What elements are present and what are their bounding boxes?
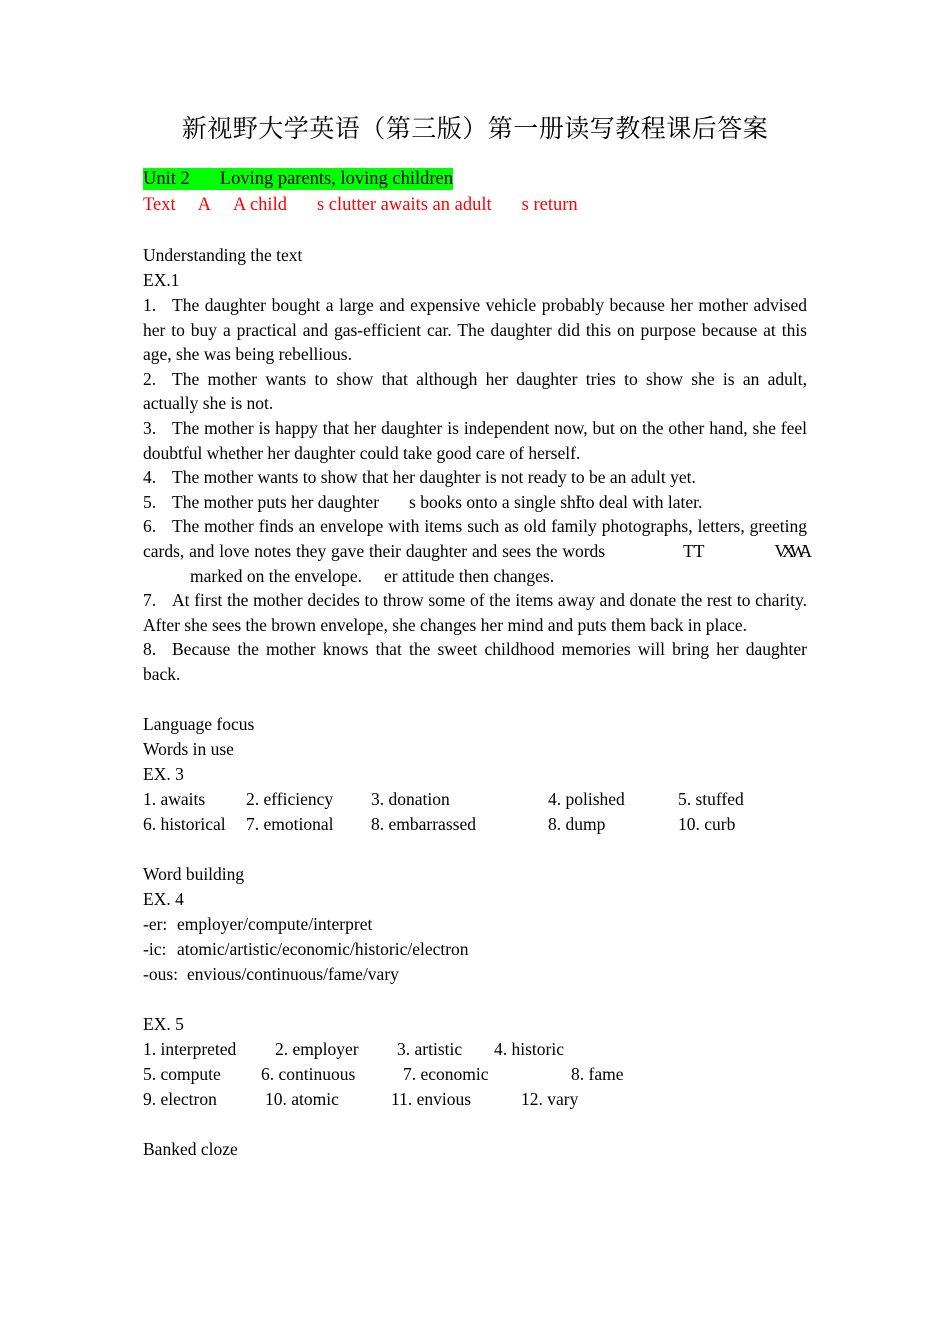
item-number: 1. [143, 295, 157, 315]
answer-item [143, 293, 807, 367]
answer-cell: 1. awaits [143, 788, 206, 809]
spacer-1 [143, 218, 807, 243]
text-prefix: Text [143, 195, 176, 215]
suffix-label: -ic: [143, 938, 167, 959]
exercise-label-ex3: EX. 3 [143, 763, 184, 784]
answer-cell: 8. dump [548, 813, 606, 834]
unit-name: Loving parents, loving children [219, 169, 454, 189]
item-text-part-d: to deal with later. [576, 491, 703, 512]
answer-cell: 6. historical [143, 813, 226, 834]
section-heading-understanding: Understanding the text [143, 245, 303, 265]
item-text: The daughter bought a large and expensive vehicle probably because her mother advised her to buy a practical and gas-efficient car. The daughter did this on purpose because at this age, she was being rebellious. [143, 295, 807, 365]
answer-item [143, 367, 807, 416]
answer-row [143, 787, 807, 812]
item-text-part-c: er [384, 565, 398, 586]
item-text-glyph-artifact: lf [575, 491, 577, 512]
item-text: The mother wants to show that her daughter is not ready to be an adult yet. [172, 467, 696, 488]
spacer-2 [143, 687, 807, 712]
subsection-heading-words-in-use: Words in use [143, 738, 234, 759]
answer-cell: 8. embarrassed [371, 813, 476, 834]
item-glyph-b: VXWA [774, 540, 807, 561]
answer-row [143, 1087, 807, 1112]
answer-item [143, 637, 807, 686]
document-content [143, 0, 807, 1162]
text-part2: s clutter awaits an adult [316, 195, 492, 215]
unit-heading [143, 167, 807, 192]
item-text: Because the mother knows that the sweet childhood memories will bring her daughter back. [143, 639, 807, 684]
item-number: 4. [143, 467, 157, 488]
spacer-5 [143, 1112, 807, 1137]
item-number: 8. [143, 639, 157, 660]
word-building-row [143, 962, 807, 987]
answer-cell: 7. economic [403, 1063, 489, 1084]
spacer-4 [143, 987, 807, 1012]
suffix-label: -er: [143, 913, 168, 934]
answer-cell: 6. continuous [261, 1063, 356, 1084]
text-heading [143, 193, 807, 218]
answer-item [143, 465, 807, 490]
answer-item [143, 588, 807, 637]
exercise-label-ex1: EX.1 [143, 270, 180, 290]
answer-cell: 2. employer [275, 1038, 359, 1059]
item-number: 2. [143, 368, 157, 389]
answer-cell: 2. efficiency [246, 788, 334, 809]
answer-cell: 10. curb [678, 813, 736, 834]
answer-cell: 8. fame [571, 1063, 624, 1084]
word-building-row [143, 912, 807, 937]
item-text-part-d: attitude then changes. [402, 565, 555, 586]
answer-row [143, 1037, 807, 1062]
item-text-part-b: s books onto a single sh [409, 491, 576, 512]
answer-item [143, 514, 807, 588]
answer-cell: 4. polished [548, 788, 625, 809]
answer-cell: 3. donation [371, 788, 450, 809]
answer-cell: 4. historic [494, 1038, 564, 1059]
answer-cell: 10. atomic [265, 1088, 339, 1109]
item-number: 5. [143, 491, 157, 512]
text-part3: s return [521, 195, 578, 215]
item-text-part-b: marked on the envelope. [190, 565, 363, 586]
item-number: 3. [143, 417, 157, 438]
word-building-row [143, 937, 807, 962]
item-text-part-a: The mother finds an envelope with items such as old family photographs, letters, greeting cards, and love notes they gave their daughter and sees the words [143, 516, 807, 561]
section-heading-banked-cloze: Banked cloze [143, 1138, 238, 1159]
text-letter: A [197, 195, 211, 215]
item-number: 6. [143, 516, 157, 537]
page-title: 新视野大学英语（第三版）第一册读写教程课后答案 [181, 114, 769, 143]
answer-cell: 7. emotional [246, 813, 334, 834]
answer-cell: 5. compute [143, 1063, 221, 1084]
section-heading-word-building: Word building [143, 863, 245, 884]
exercise-label-ex4: EX. 4 [143, 888, 184, 909]
answer-cell: 9. electron [143, 1088, 217, 1109]
suffix-words: atomic/artistic/economic/historic/electron [177, 938, 469, 959]
answer-item [143, 416, 807, 465]
suffix-words: employer/compute/interpret [177, 913, 373, 934]
item-text: At first the mother decides to throw some of the items away and donate the rest to charity. After she sees the brown envelope, she changes her mind and puts them back in place. [143, 590, 807, 635]
answer-cell: 3. artistic [397, 1038, 463, 1059]
item-text: The mother is happy that her daughter is independent now, but on the other hand, she feel doubtful whether her daughter could take good care of herself. [143, 417, 807, 463]
text-part1: A child [233, 195, 287, 215]
item-number: 7. [143, 590, 157, 611]
unit-label: Unit 2 [143, 169, 190, 189]
exercise-label-ex5: EX. 5 [143, 1013, 184, 1034]
section-heading-language-focus: Language focus [143, 713, 255, 734]
item-text-part-a: The mother puts her daughter [172, 491, 380, 512]
answer-item [143, 490, 807, 515]
item-glyph-a: TT [683, 540, 705, 561]
answer-row [143, 1062, 807, 1087]
answer-cell: 11. envious [391, 1088, 472, 1109]
unit-heading-highlight [143, 168, 453, 190]
spacer-3 [143, 837, 807, 862]
answer-row [143, 812, 807, 837]
answer-cell: 5. stuffed [678, 788, 744, 809]
suffix-label: -ous: [143, 963, 178, 984]
suffix-words: envious/continuous/fame/vary [187, 963, 399, 984]
answer-cell: 1. interpreted [143, 1038, 237, 1059]
answer-cell: 12. vary [521, 1088, 579, 1109]
item-text: The mother wants to show that although her daughter tries to show she is an adult, actually she is not. [143, 368, 807, 414]
